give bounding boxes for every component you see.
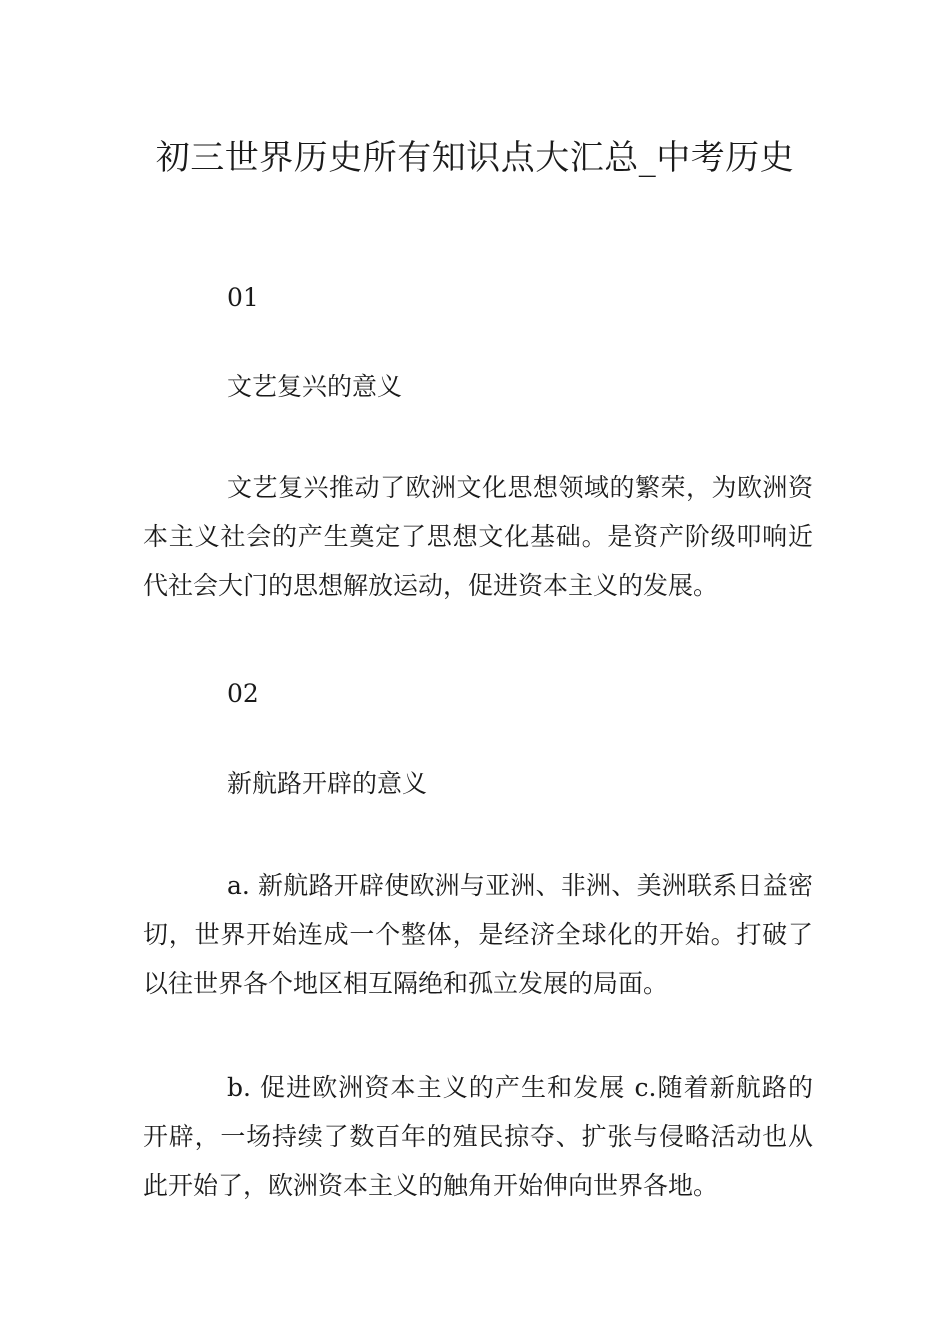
section-paragraph: 文艺复兴推动了欧洲文化思想领域的繁荣，为欧洲资本主义社会的产生奠定了思想文化基础。是资产阶级叩响近代社会大门的思想解放运动，促进资本主义的发展。 bbox=[143, 473, 813, 600]
document-title: 初三世界历史所有知识点大汇总_中考历史 bbox=[155, 138, 795, 178]
section-paragraph: b. 促进欧洲资本主义的产生和发展 c.随着新航路的开辟，一场持续了数百年的殖民掠夺、扩张与侵略活动也从此开始了，欧洲资本主义的触角开始伸向世界各地。 bbox=[143, 1073, 813, 1200]
section-heading: 文艺复兴的意义 bbox=[227, 372, 403, 401]
section-number: 02 bbox=[227, 679, 259, 708]
section-paragraph: a. 新航路开辟使欧洲与亚洲、非洲、美洲联系日益密切，世界开始连成一个整体，是经济全球化的开始。打破了以往世界各个地区相互隔绝和孤立发展的局面。 bbox=[143, 871, 813, 998]
section-number: 01 bbox=[227, 283, 259, 312]
section-heading: 新航路开辟的意义 bbox=[227, 769, 428, 798]
